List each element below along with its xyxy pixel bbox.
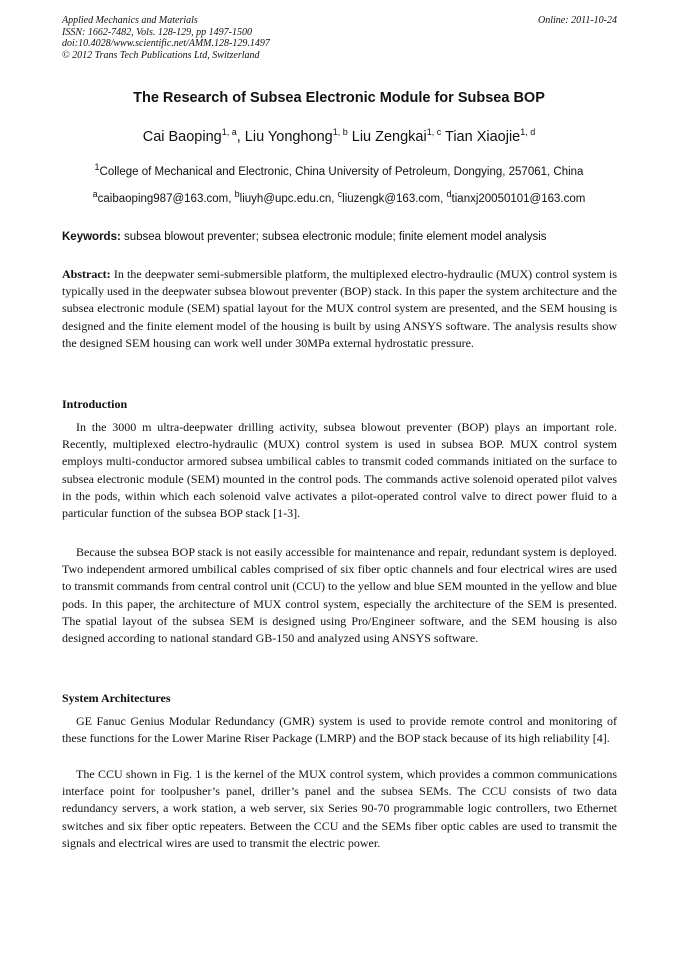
email-separator: , bbox=[228, 193, 235, 205]
keywords-label: Keywords: bbox=[62, 231, 121, 243]
email-separator: , bbox=[331, 193, 338, 205]
author bbox=[445, 129, 535, 145]
paper-title: The Research of Subsea Electronic Module for Subsea BOP bbox=[133, 90, 545, 106]
author bbox=[352, 129, 445, 145]
journal-doi: doi:10.4028/www.scientific.net/AMM.128-129.1497 bbox=[62, 38, 270, 49]
affiliation bbox=[40, 162, 638, 178]
arch-paragraph-2: The CCU shown in Fig. 1 is the kernel of the MUX control system, which provides a common communications interface point for toolpusher’s panel, driller’s panel and the subsea SEMs. The CCU consists of two data redundancy servers, a work station, a web server, six Series 90-70 programmable logic controllers, two Ethernet switches and six fiber optic repeaters. Between the CCU and the SEMs fiber optic cables are used to transmit the signals and electrical wires are used to transmit the electric power. bbox=[62, 767, 617, 850]
email-separator: , bbox=[440, 193, 447, 205]
journal-name: Applied Mechanics and Materials bbox=[62, 15, 198, 26]
email-mark: c bbox=[337, 189, 343, 200]
section-heading-introduction: Introduction bbox=[62, 397, 128, 411]
author-affil-mark: 1, d bbox=[520, 127, 536, 138]
email-address: liuzengk@163.com bbox=[342, 193, 441, 205]
affiliation-text: College of Mechanical and Electronic, China University of Petroleum, Dongying, 257061, China bbox=[99, 166, 584, 178]
author-name: Cai Baoping bbox=[142, 129, 222, 145]
email-address: liuyh@upc.edu.cn bbox=[239, 193, 332, 205]
intro-paragraph-2: Because the subsea BOP stack is not easily accessible for maintenance and repair, redundant system is deployed. Two independent armored umbilical cables comprised of six fiber optic channels and four electrical wires are used to transmit commands from central control unit (CCU) to the yellow and blue SEM mounted in the yellow and blue pods. In this paper, the architecture of MUX control system, especially the architecture of the SEM is presented. The spatial layout of the subsea SEM is designed using Pro/Engineer software, and the SEM housing is also designed according to national standard GB-150 and analyzed using ANSYS software. bbox=[62, 545, 617, 646]
author-name: Liu Yonghong bbox=[244, 129, 333, 145]
email-mark: a bbox=[92, 189, 98, 200]
author-name: Liu Zengkai bbox=[351, 129, 427, 145]
keywords-text: subsea blowout preventer; subsea electronic module; finite element model analysis bbox=[124, 231, 547, 243]
journal-header bbox=[62, 15, 617, 61]
author-affil-mark: 1, a bbox=[221, 127, 237, 138]
author-separator: , bbox=[236, 129, 245, 145]
affiliation-mark: 1 bbox=[94, 162, 100, 173]
intro-paragraph-1: In the 3000 m ultra-deepwater drilling activity, subsea blowout preventer (BOP) plays an important role. Recently, multiplexed electro-hydraulic (MUX) control system is used in subsea BOP. MUX control system employs multi-conductor armored subsea umbilical cables to transmit coded commands initiated on the surface to subsea electronic module (SEM) mounted in the control pods. The commands active solenoid operated pilot valves in the pods, within which each solenoid valve activates a pilot-operated control valve to direct power fluid to a particular function of the subsea BOP stack [1-3]. bbox=[62, 420, 617, 521]
section-heading-system-architectures: System Architectures bbox=[62, 691, 171, 705]
author bbox=[143, 129, 245, 145]
email-list bbox=[40, 189, 638, 205]
email-mark: d bbox=[446, 189, 452, 200]
email-address: tianxj20050101@163.com bbox=[451, 193, 586, 205]
author-affil-mark: 1, b bbox=[332, 127, 348, 138]
author bbox=[245, 129, 352, 145]
author-name: Tian Xiaojie bbox=[445, 129, 521, 145]
arch-paragraph-1: GE Fanuc Genius Modular Redundancy (GMR) system is used to provide remote control and monitoring of these functions for the Lower Marine Riser Package (LMRP) and the BOP stack because of its high reliability [4]. bbox=[62, 714, 617, 746]
abstract-text: In the deepwater semi-submersible platform, the multiplexed electro-hydraulic (MUX) control system is typically used in the deepwater subsea blowout preventer (BOP) stack. In this paper the system architecture and the subsea electronic module (SEM) spatial layout for the MUX control system are presented, and the SEM housing is designed and the finite element model of the housing is built by using ANSYS software. The analysis results show the designed SEM housing can work well under 30MPa external hydrostatic pressure. bbox=[62, 267, 618, 350]
abstract bbox=[62, 266, 617, 352]
keywords bbox=[62, 231, 617, 243]
abstract-label: Abstract: bbox=[62, 267, 111, 281]
journal-issn: ISSN: 1662-7482, Vols. 128-129, pp 1497-1500 bbox=[62, 26, 252, 38]
journal-copyright: © 2012 Trans Tech Publications Ltd, Switzerland bbox=[62, 49, 260, 61]
author-affil-mark: 1, c bbox=[426, 127, 442, 138]
online-date: Online: 2011-10-24 bbox=[538, 15, 617, 26]
email-address: caibaoping987@163.com bbox=[97, 193, 229, 205]
email-mark: b bbox=[234, 189, 240, 200]
author-list bbox=[40, 129, 638, 145]
